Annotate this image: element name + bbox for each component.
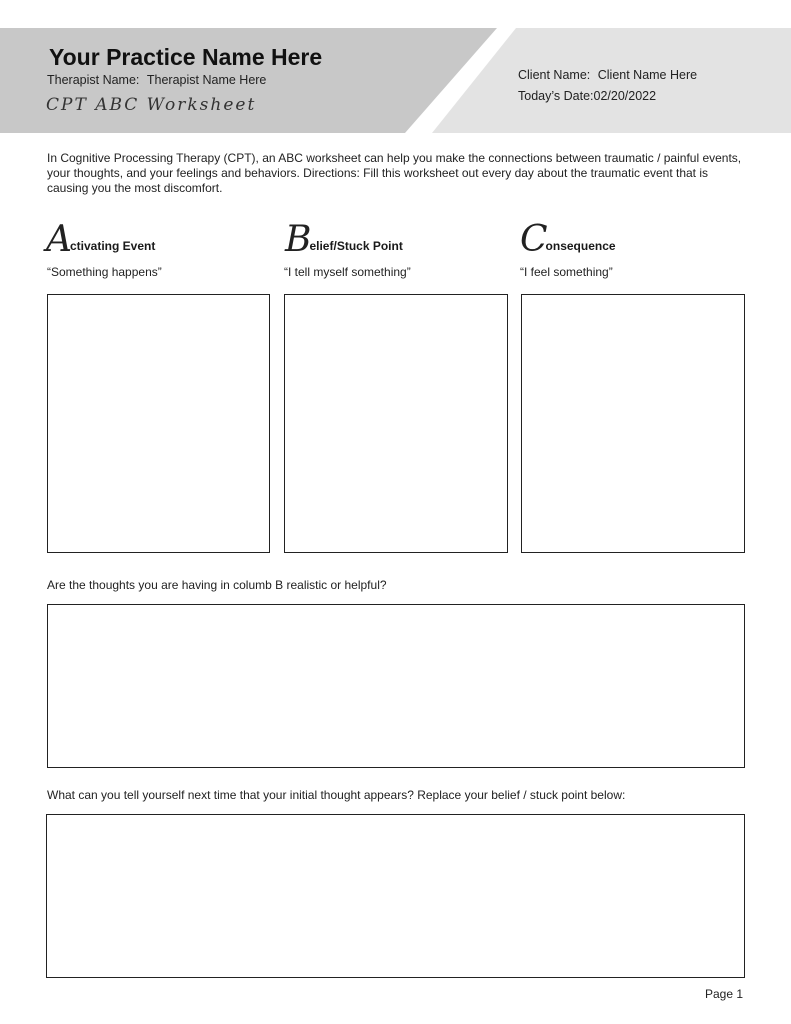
- client-name-field[interactable]: Client Name Here: [597, 68, 698, 82]
- column-a-letter: A: [46, 219, 72, 260]
- column-b-heading: [285, 219, 403, 260]
- replace-question: What can you tell yourself next time that your initial thought appears? Replace your belief / stuck point below:: [47, 788, 626, 802]
- date-label: Today’s Date:: [518, 89, 594, 103]
- realistic-question: Are the thoughts you are having in columb B realistic or helpful?: [47, 578, 387, 592]
- client-line: [518, 68, 697, 82]
- column-c-title: onsequence: [545, 239, 616, 253]
- column-c-heading: [520, 219, 616, 260]
- date-line: [518, 89, 656, 103]
- replace-answer-box[interactable]: [46, 814, 745, 978]
- page-number: Page 1: [705, 987, 744, 1001]
- column-c-letter: C: [520, 219, 548, 260]
- column-b-letter: B: [285, 219, 312, 260]
- column-b-subtitle: “I tell myself something”: [284, 265, 411, 279]
- worksheet-title: CPT ABC Worksheet: [46, 95, 257, 115]
- column-a-subtitle: “Something happens”: [47, 265, 162, 279]
- column-c-subtitle: “I feel something”: [520, 265, 613, 279]
- column-a-title: ctivating Event: [70, 239, 156, 253]
- practice-name: Your Practice Name Here: [49, 44, 323, 70]
- client-label: Client Name:: [518, 68, 591, 82]
- column-c-answer-box[interactable]: [521, 294, 745, 553]
- therapist-label: Therapist Name:: [47, 73, 140, 87]
- realistic-answer-box[interactable]: [47, 604, 745, 768]
- therapist-name-field[interactable]: Therapist Name Here: [146, 73, 267, 87]
- column-b-title: elief/Stuck Point: [309, 239, 403, 253]
- column-a-answer-box[interactable]: [47, 294, 270, 553]
- intro-paragraph: In Cognitive Processing Therapy (CPT), an ABC worksheet can help you make the connections between traumatic / painful events, your thoughts, and your feelings and behaviors. Directions: Fill this worksheet out every day about the traumatic event that is causing you the most discomfort.: [47, 151, 742, 195]
- date-field[interactable]: 02/20/2022: [593, 89, 657, 103]
- therapist-line: [47, 73, 266, 87]
- column-b-answer-box[interactable]: [284, 294, 508, 553]
- column-a-heading: [46, 219, 156, 260]
